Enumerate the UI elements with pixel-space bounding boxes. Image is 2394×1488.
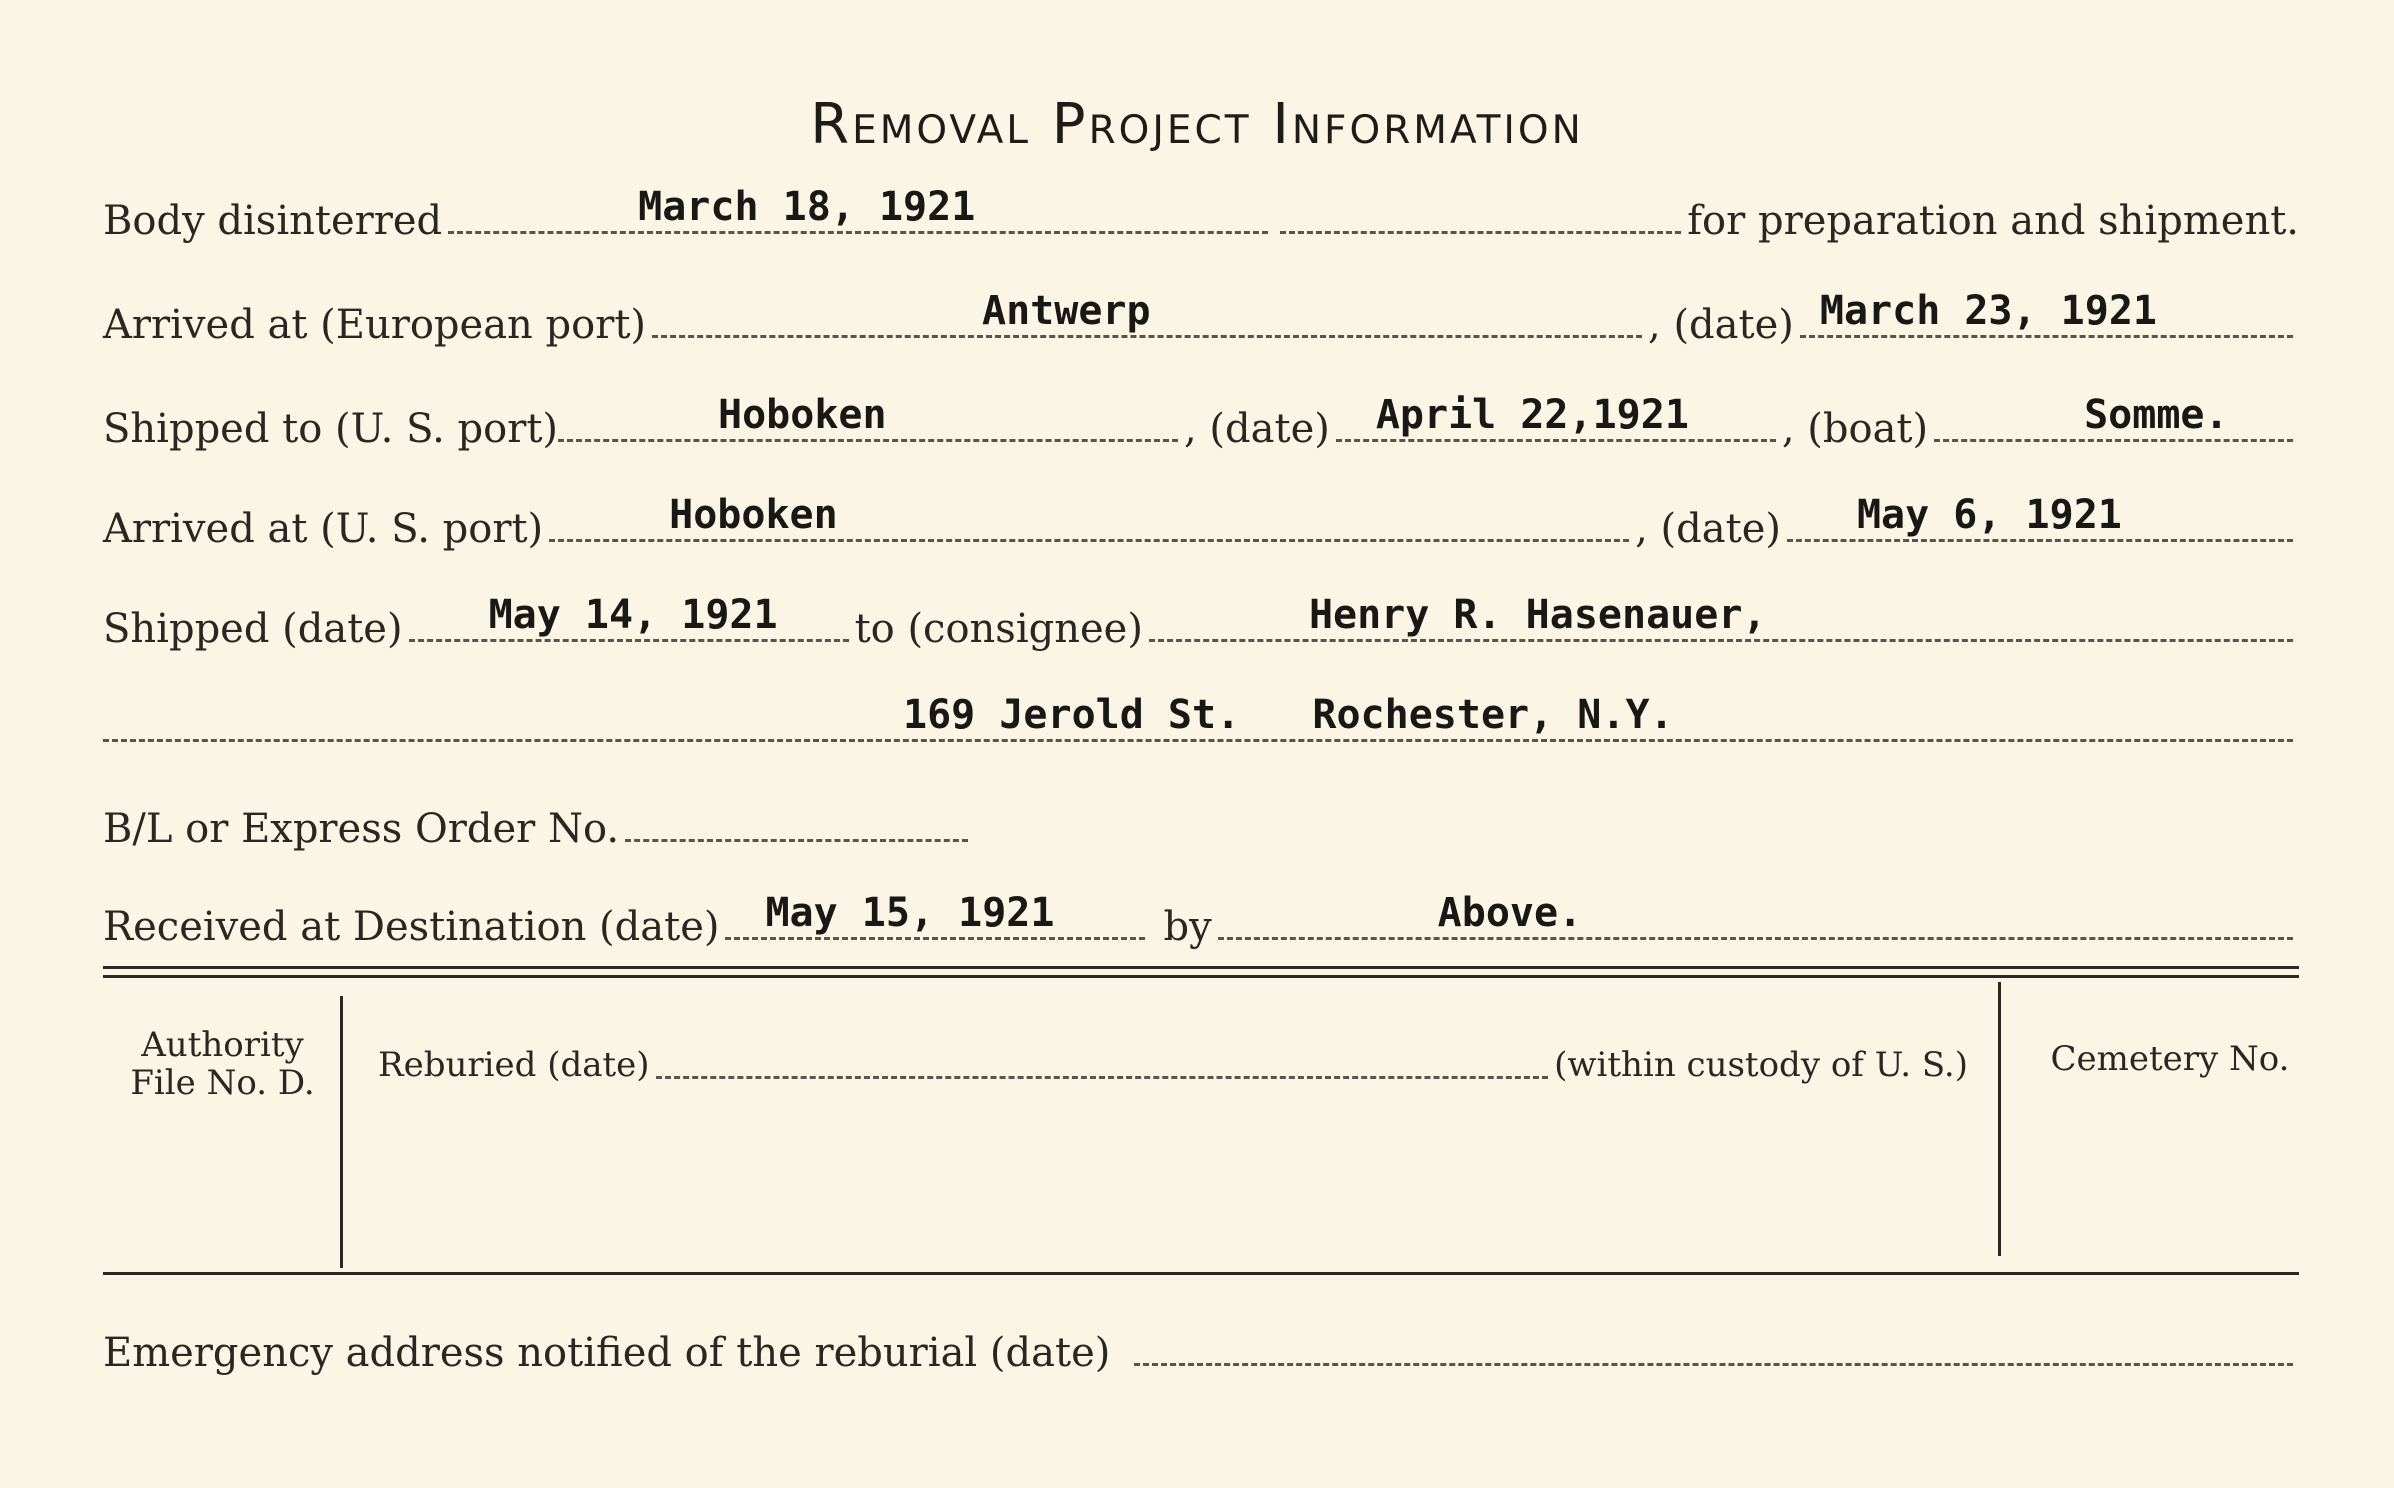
shipped-us-boat-label: , (boat) xyxy=(1781,406,1929,452)
arrived-eu-label: Arrived at (European port) xyxy=(103,302,647,348)
disinterred-value: March 18, 1921 xyxy=(638,184,976,230)
shipped-date-value: May 14, 1921 xyxy=(488,592,778,638)
received-by-field[interactable] xyxy=(1218,881,2293,940)
emergency-date-field[interactable] xyxy=(1134,1307,2293,1366)
shipped-us-boat-field[interactable] xyxy=(1934,383,2293,442)
reburied-row xyxy=(378,1036,1968,1089)
address-field[interactable] xyxy=(103,683,2293,742)
arrived-us-date-field[interactable] xyxy=(1787,483,2293,542)
table-divider-left xyxy=(340,996,343,1268)
shipped-us-boat-value: Somme. xyxy=(2084,392,2229,438)
disinterred-suffix: for preparation and shipment. xyxy=(1687,198,2299,244)
arrived-us-port-value: Hoboken xyxy=(669,492,838,538)
reburied-date-field[interactable] xyxy=(656,1036,1549,1079)
table-bottom-rule xyxy=(103,1272,2299,1275)
shipped-us-port-value: Hoboken xyxy=(718,392,887,438)
arrived-us-label: Arrived at (U. S. port) xyxy=(103,506,544,552)
arrived-eu-port-value: Antwerp xyxy=(982,288,1151,334)
shipped-row xyxy=(103,592,2299,656)
consignee-value: Henry R. Hasenauer, xyxy=(1308,592,1767,638)
disinterred-label: Body disinterred xyxy=(103,198,443,244)
table-divider-right xyxy=(1998,982,2001,1256)
shipped-label: Shipped (date) xyxy=(103,606,403,652)
bl-row xyxy=(103,796,974,856)
arrived-eu-row xyxy=(103,288,2299,352)
arrived-us-date-value: May 6, 1921 xyxy=(1856,492,2122,538)
emergency-row xyxy=(103,1320,2299,1380)
authority-file-label: Authority File No. D. xyxy=(130,1025,315,1103)
address-row xyxy=(103,692,2299,756)
received-date-value: May 15, 1921 xyxy=(765,890,1055,936)
received-row xyxy=(103,890,2299,954)
shipped-us-date-value: April 22,1921 xyxy=(1375,392,1689,438)
consignee-field[interactable] xyxy=(1149,583,2293,642)
bl-field[interactable] xyxy=(625,783,968,842)
consignee-label: to (consignee) xyxy=(854,606,1143,652)
address-value: 169 Jerold St. Rochester, N.Y. xyxy=(903,692,1674,738)
received-by-value: Above. xyxy=(1437,890,1583,936)
custody-label: (within custody of U. S.) xyxy=(1554,1045,1968,1085)
arrived-us-row xyxy=(103,492,2299,556)
reburied-label: Reburied (date) xyxy=(378,1045,650,1085)
table-top-rule-1 xyxy=(103,966,2299,969)
arrived-eu-date-value: March 23, 1921 xyxy=(1819,288,2158,334)
title-text: Removal Project Information xyxy=(810,92,1584,157)
arrived-eu-date-label: , (date) xyxy=(1648,302,1794,348)
shipped-us-row xyxy=(103,392,2299,456)
shipped-us-port-field[interactable] xyxy=(558,383,1178,442)
received-date-field[interactable] xyxy=(725,881,1145,940)
arrived-eu-date-field[interactable] xyxy=(1800,279,2293,338)
table-top-rule-2 xyxy=(103,975,2299,978)
arrived-us-date-label: , (date) xyxy=(1635,506,1781,552)
disinterred-blank[interactable] xyxy=(1280,175,1681,234)
arrived-eu-port-field[interactable] xyxy=(652,279,1642,338)
cemetery-no-label: Cemetery No. xyxy=(2050,1039,2290,1079)
disinterred-row xyxy=(103,184,2299,248)
disinterred-field[interactable] xyxy=(448,175,1268,234)
received-by-label: by xyxy=(1163,904,1212,950)
emergency-label: Emergency address notified of the reburial (date) xyxy=(103,1330,1111,1376)
shipped-date-field[interactable] xyxy=(409,583,849,642)
bl-label: B/L or Express Order No. xyxy=(103,806,620,852)
card-title xyxy=(0,92,2394,157)
shipped-us-date-field[interactable] xyxy=(1336,383,1776,442)
shipped-us-label: Shipped to (U. S. port) xyxy=(103,406,558,452)
arrived-us-port-field[interactable] xyxy=(549,483,1629,542)
received-label: Received at Destination (date) xyxy=(103,904,720,950)
shipped-us-date-label: , (date) xyxy=(1184,406,1330,452)
